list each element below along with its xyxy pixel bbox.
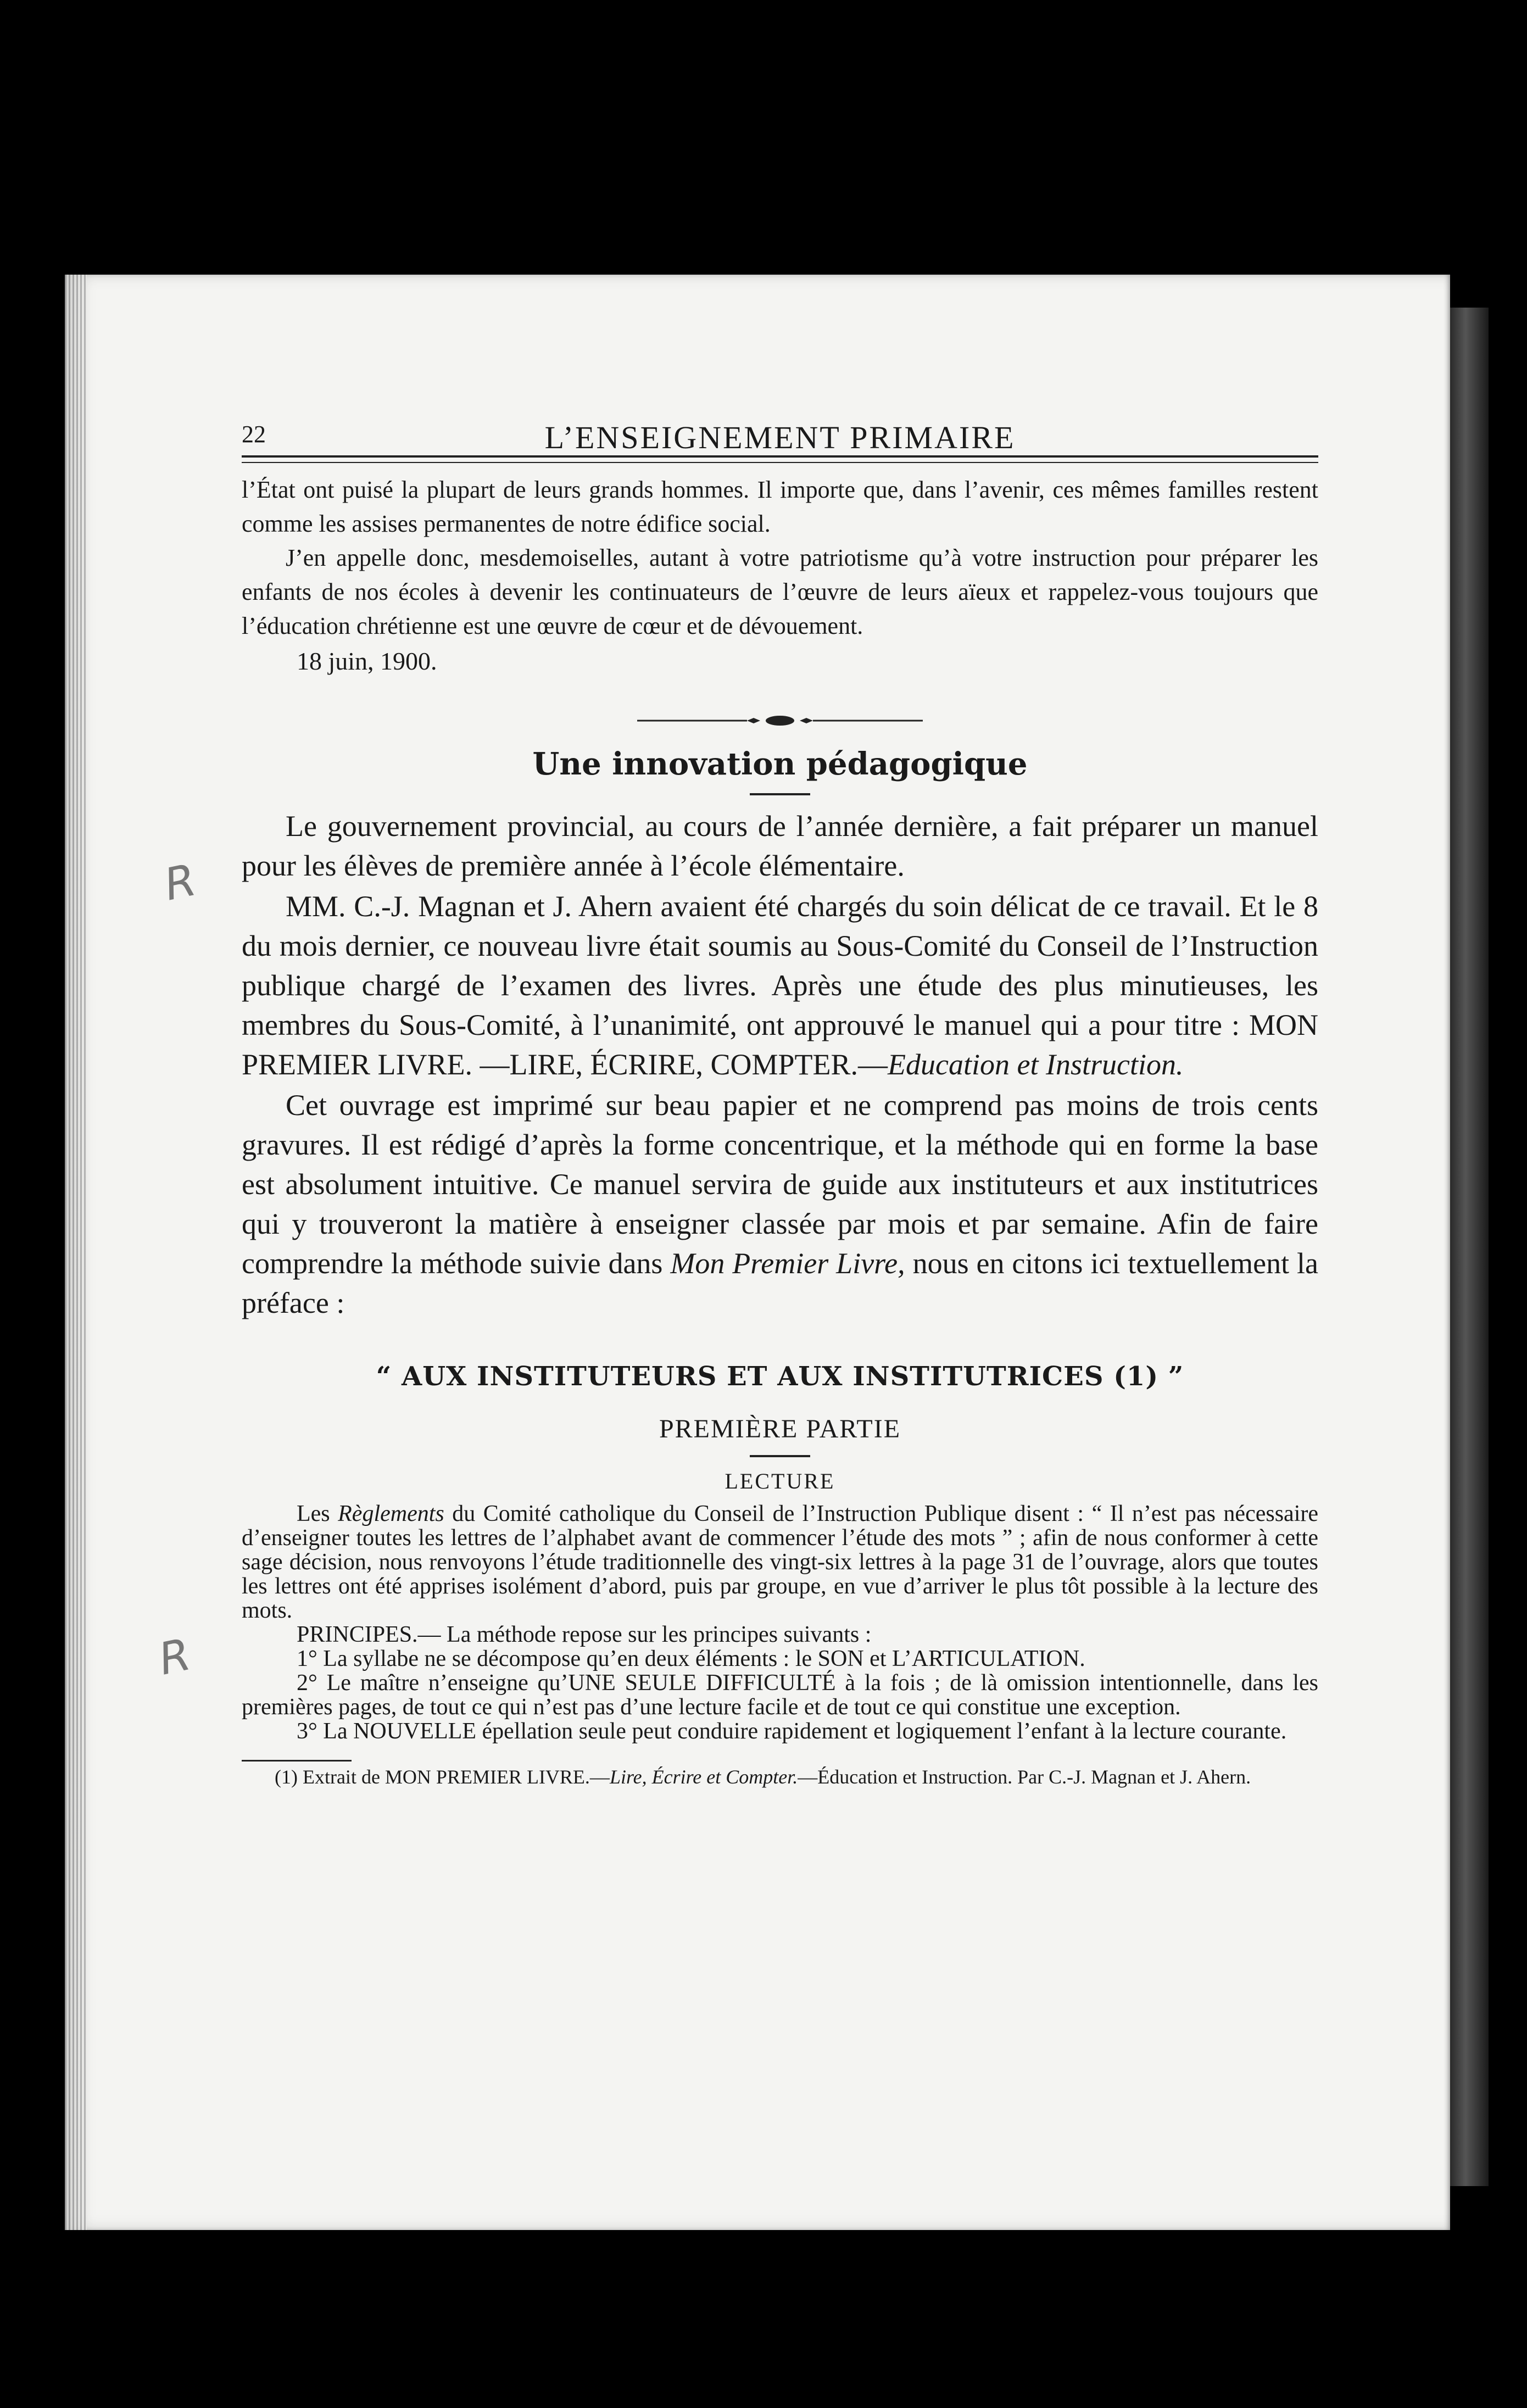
principles-heading: PRINCIPES.— La méthode repose sur les principes suivants :: [297, 1622, 872, 1647]
section-ornament: [637, 714, 923, 727]
footnote: (1) Extrait de MON PREMIER LIVRE.—Lire, Écrire et Compter.—Éducation et Instruction. Par C.-J. Magnan et J. Ahern.: [275, 1766, 1251, 1788]
principle-item: 3° La NOUVELLE épellation seule peut conduire rapidement et logiquement l’enfant à la lecture courante.: [297, 1719, 1287, 1744]
section-heading: LECTURE: [725, 1469, 835, 1493]
page-gutter: [65, 275, 87, 2230]
running-header: [242, 415, 1318, 453]
article-paragraph: Le gouvernement provincial, au cours de l’année dernière, a fait préparer un manuel pour les élèves de première année à l’école élémentaire.: [242, 810, 1318, 882]
title-rule: [750, 793, 810, 795]
part-rule: [750, 1455, 810, 1457]
principle-item: 1° La syllabe ne se décompose qu’en deux éléments : le SON et L’ARTICULATION.: [297, 1646, 1085, 1671]
preface-paragraph: Les Règlements du Comité catholique du Conseil de l’Instruction Publique disent : “ Il n’est pas nécessaire d’enseigner toutes les lettres de l’alphabet avant de commencer l’étude des mots ” ; afin de nous conformer à cette sage décision, nous renvoyons l’étude traditionnelle des vingt-six lettres à la page 31 de l’ouvrage, alors que toutes les lettres ont été apprises isolément d’abord, puis par groupe, en vue d’arriver le plus tôt possible à la lecture des mots.: [242, 1501, 1318, 1623]
adjacent-page-edge: [1450, 308, 1489, 2186]
page-content: [242, 415, 1318, 1788]
article-title: Une innovation pédagogique: [532, 746, 1028, 782]
preface-title: “ AUX INSTITUTEURS ET AUX INSTITUTRICES (1) ”: [376, 1361, 1184, 1392]
article-paragraph: Cet ouvrage est imprimé sur beau papier et ne comprend pas moins de trois cents gravures. Il est rédigé d’après la forme concentrique, et la méthode qui en forme la base est absolument intuitive. Ce manuel servira de guide aux instituteurs et aux institutrices qui y trouveront la matière à enseigner classée par mois et par semaine. Afin de faire comprendre la méthode suivie dans Mon Premier Livre, nous en citons ici textuellement la préface :: [242, 1089, 1319, 1319]
letter-paragraph: J’en appelle donc, mesdemoiselles, autant à votre patriotisme qu’à votre instruction pour préparer les enfants de nos écoles à devenir les continuateurs de l’œuvre de leurs aïeux et rappelez-vous toujours que l’éducation chrétienne est une œuvre de cœur et de dévouement.: [242, 544, 1318, 639]
letter-paragraph: l’État ont puisé la plupart de leurs grands hommes. Il importe que, dans l’avenir, ces mêmes familles restent comme les assises permanentes de notre édifice social.: [242, 476, 1318, 537]
article-paragraph: MM. C.-J. Magnan et J. Ahern avaient été chargés du soin délicat de ce travail. Et le 8 du mois dernier, ce nouveau livre était soumis au Sous-Comité du Conseil de l’Instruction publique chargé de l’examen des livres. Après une étude des plus minutieuses, les membres du Sous-Comité, à l’unanimité, ont approuvé le manuel qui a pour titre : MON PREMIER LIVRE. —LIRE, ÉCRIRE, COMPTER.—Education et Instruction.: [242, 890, 1318, 1081]
header-rule: [242, 455, 1318, 463]
letter-date: 18 juin, 1900.: [297, 647, 437, 675]
part-title: PREMIÈRE PARTIE: [659, 1414, 901, 1443]
principle-item: 2° Le maître n’enseigne qu’UNE SEULE DIFFICULTÉ à la fois ; de là omission intentionnelle, dans les premières pages, de tout ce qui n’est pas d’une lecture facile et de tout ce qui constitue une exception.: [242, 1670, 1318, 1720]
page-number: 22: [242, 421, 266, 448]
footnote-rule: [242, 1760, 352, 1762]
running-title: L’ENSEIGNEMENT PRIMAIRE: [544, 420, 1016, 455]
pencil-mark: R: [159, 854, 200, 911]
pencil-mark: R: [154, 1629, 195, 1685]
